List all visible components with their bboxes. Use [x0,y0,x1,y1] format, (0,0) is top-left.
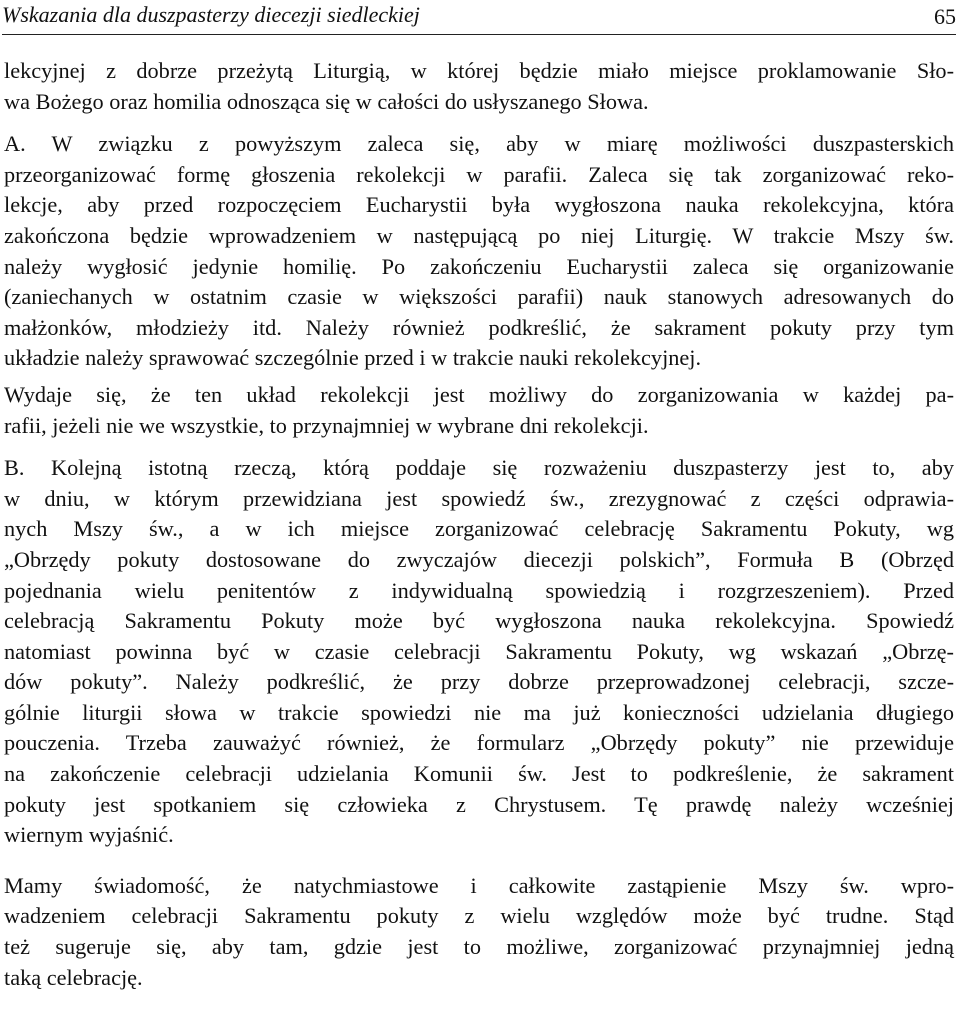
text-line: nych Mszy św., a w ich miejsce zorganizować celebrację Sakramentu Pokuty, wg [4,516,954,542]
text-line: też sugeruje się, aby tam, gdzie jest to możliwe, zorganizować przynajmniej jedną [4,934,954,960]
text-line: natomiast powinna być w czasie celebracji Sakramentu Pokuty, wg wskazań „Obrzę- [4,638,954,664]
text-line: (zaniechanych w ostatnim czasie w większości parafii) nauk stanowych adresowanych do [4,284,954,310]
text-line: należy wygłosić jedynie homilię. Po zakończeniu Eucharystii zaleca się organizowanie [4,253,954,279]
paragraph [4,380,954,441]
text-line: układzie należy sprawować szczególnie przed i w trakcie nauki rekolekcyjnej. [4,345,702,371]
text-line: celebracją Sakramentu Pokuty może być wygłoszona nauka rekolekcyjna. Spowiedź [4,608,954,634]
text-line: pouczenia. Trzeba zauważyć również, że formularz „Obrzędy pokuty” nie przewiduje [4,730,954,756]
running-header [2,0,956,35]
text-line: taką celebrację. [4,964,143,990]
paragraph [4,56,954,117]
text-line: w dniu, w którym przewidziana jest spowiedź św., zrezygnować z części odprawia- [4,485,954,511]
text-line: wiernym wyjaśnić. [4,822,174,848]
body-text [4,56,954,993]
page-number: 65 [934,4,956,29]
paragraph [4,453,954,851]
text-line: wadzeniem celebracji Sakramentu pokuty z wielu względów może być trudne. Stąd [4,903,954,929]
text-line: małżonków, młodzieży itd. Należy również podkreślić, że sakrament pokuty przy tym [4,314,954,340]
paragraph [4,129,954,374]
paragraph [4,871,954,993]
text-line: Mamy świadomość, że natychmiastowe i całkowite zastąpienie Mszy św. wpro- [4,872,954,898]
text-line: wa Bożego oraz homilia odnosząca się w całości do usłyszanego Słowa. [4,88,649,114]
text-line: przeorganizować formę głoszenia rekolekcji w parafii. Zaleca się tak zorganizować reko- [4,161,954,187]
text-line: lekcyjnej z dobrze przeżytą Liturgią, w której będzie miało miejsce proklamowanie Sło- [4,58,954,83]
text-line: „Obrzędy pokuty dostosowane do zwyczajów diecezji polskich”, Formuła B (Obrzęd [4,546,954,572]
running-header-title: Wskazania dla duszpasterzy diecezji siedleckiej [2,2,420,27]
text-line: zakończona będzie wprowadzeniem w następującą po niej Liturgię. W trakcie Mszy św. [4,222,954,248]
text-line: A. W związku z powyższym zaleca się, aby w miarę możliwości duszpasterskich [4,131,954,157]
text-line: dów pokuty”. Należy podkreślić, że przy dobrze przeprowadzonej celebracji, szcze- [4,669,954,695]
text-line: Wydaje się, że ten układ rekolekcji jest możliwy do zorganizowania w każdej pa- [4,381,954,407]
text-line: rafii, jeżeli nie we wszystkie, to przynajmniej w wybrane dni rekolekcji. [4,412,649,438]
text-line: lekcje, aby przed rozpoczęciem Eucharystii była wygłoszona nauka rekolekcyjna, która [4,192,954,218]
text-line: na zakończenie celebracji udzielania Komunii św. Jest to podkreślenie, że sakrament [4,761,954,787]
text-line: pokuty jest spotkaniem się człowieka z Chrystusem. Tę prawdę należy wcześniej [4,791,954,817]
text-line: B. Kolejną istotną rzeczą, którą poddaje się rozważeniu duszpasterzy jest to, aby [4,455,954,481]
text-line: pojednania wielu penitentów z indywidualną spowiedzią i rozgrzeszeniem). Przed [4,577,954,603]
text-line: gólnie liturgii słowa w trakcie spowiedzi nie ma już konieczności udzielania długiego [4,699,954,725]
